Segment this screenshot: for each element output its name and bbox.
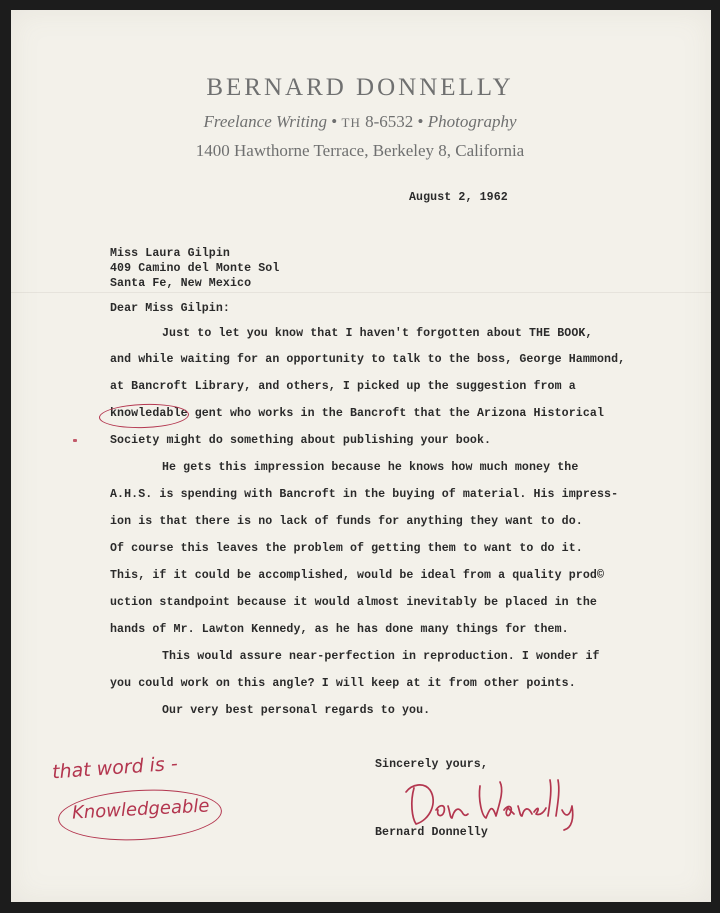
body-line: This would assure near-perfection in reproduction. I wonder if	[162, 650, 600, 663]
letterhead-phone-number: 8-6532	[365, 112, 414, 131]
body-line: at Bancroft Library, and others, I picked up the suggestion from a	[110, 380, 576, 393]
body-line: Our very best personal regards to you.	[162, 704, 431, 717]
body-line: Society might do something about publishing your book.	[110, 434, 492, 447]
body-line: and while waiting for an opportunity to talk to the boss, George Hammond,	[110, 353, 626, 366]
letterhead-service-left: Freelance Writing	[203, 112, 328, 131]
closing: Sincerely yours,	[375, 758, 488, 771]
paper-fold-line	[11, 292, 711, 293]
body-line: knowledable gent who works in the Bancroft that the Arizona Historical	[110, 407, 605, 420]
body-line: you could work on this angle? I will keep at it from other points.	[110, 677, 576, 690]
margin-note-line2: Knowledgeable	[71, 795, 210, 824]
body-line: Of course this leaves the problem of getting them to want to do it.	[110, 542, 583, 555]
signature-name: Bernard Donnelly	[375, 826, 488, 839]
body-line: hands of Mr. Lawton Kennedy, as he has done many things for them.	[110, 623, 569, 636]
margin-note-line1: that word is -	[51, 752, 179, 784]
recipient-line: Miss Laura Gilpin	[110, 247, 230, 260]
letterhead-address: 1400 Hawthorne Terrace, Berkeley 8, California	[195, 141, 525, 160]
letterhead-separator: •	[331, 112, 338, 131]
letterhead-phone-prefix: TH	[341, 115, 361, 130]
body-line: A.H.S. is spending with Bancroft in the buying of material. His impress-	[110, 488, 619, 501]
letter-date: August 2, 1962	[409, 191, 508, 204]
letterhead-services	[0, 112, 720, 132]
body-line: This, if it could be accomplished, would be ideal from a quality prod©	[110, 569, 605, 582]
recipient-line: 409 Camino del Monte Sol	[110, 262, 280, 275]
salutation: Dear Miss Gilpin:	[110, 302, 230, 315]
body-line: uction standpoint because it would almost inevitably be placed in the	[110, 596, 597, 609]
recipient-line: Santa Fe, New Mexico	[110, 277, 252, 290]
body-line: ion is that there is no lack of funds for anything they want to do.	[110, 515, 583, 528]
body-line: Just to let you know that I haven't forgotten about THE BOOK,	[162, 327, 593, 340]
letterhead-separator: •	[417, 112, 424, 131]
red-mark	[73, 439, 77, 442]
body-line: He gets this impression because he knows how much money the	[162, 461, 579, 474]
letterhead-name: BERNARD DONNELLY	[206, 74, 514, 101]
letterhead-service-right: Photography	[427, 112, 517, 131]
